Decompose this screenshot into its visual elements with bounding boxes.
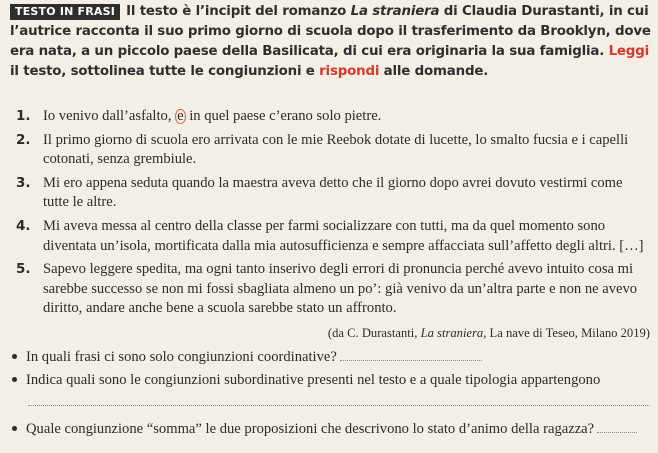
- exercise-instructions: [10, 2, 654, 82]
- question-1: [12, 348, 652, 367]
- intro-text-3: il testo, sottolinea tutte le congiunzioni e: [10, 64, 320, 79]
- bullet-icon: [12, 354, 17, 359]
- citation-prefix: (da C. Durastanti,: [327, 326, 421, 340]
- sentence-text: Mi ero appena seduta quando la maestra aveva detto che il giorno dopo avrei dovuto vestirmi come tutte le altre.: [43, 174, 623, 211]
- sentence-text: Sapevo leggere spedita, ma ogni tanto inserivo degli errori di pronuncia perché avevo intuito cosa mi sarebbe successo se non mi fossi sbagliata almeno un po’: già venivo da un’altra parte e non ne avevo diritto, andare anche bene a scuola sarebbe stato un affronto.: [43, 261, 638, 317]
- answer-line[interactable]: [340, 359, 482, 361]
- sentence-number: 3.: [16, 174, 31, 191]
- question-3: [12, 420, 652, 439]
- question-text: Quale congiunzione “somma” le due proposizioni che descrivono lo stato d’animo della ragazza?: [26, 421, 595, 437]
- sentence-text: in quel paese c’erano solo pietre.: [185, 108, 382, 124]
- sentence-number: 2.: [16, 131, 31, 148]
- answer-line[interactable]: [597, 431, 637, 433]
- question-text: In quali frasi ci sono solo congiunzioni coordinative?: [26, 349, 337, 365]
- question-text: Indica quali sono le congiunzioni subordinative presenti nel testo e a quale tipologia appartengono: [26, 372, 601, 388]
- sentence-number: 1.: [16, 108, 31, 124]
- sentence-2: [16, 131, 652, 170]
- citation-title: La straniera: [420, 326, 484, 340]
- citation-suffix: , La nave di Teseo, Milano 2019): [483, 326, 650, 340]
- sentence-4: [16, 217, 652, 256]
- novel-title: La straniera: [350, 4, 440, 19]
- sentence-text: Io venivo dall’asfalto,: [43, 108, 176, 124]
- sentence-1: [16, 107, 652, 127]
- question-2: [12, 371, 652, 390]
- intro-text-2: di Claudia Durastanti, in cui l’autrice racconta il suo primo giorno di scuola dopo il trasferimento da Brooklyn, dove era nata, a un piccolo paese della Basilicata, di cui era originaria la sua famiglia.: [10, 4, 651, 59]
- bullet-icon: [12, 426, 17, 431]
- rispondi-keyword: rispondi: [319, 64, 380, 79]
- leggi-keyword: Leggi: [608, 44, 649, 59]
- circled-conjunction: e: [177, 108, 184, 124]
- intro-text-4: alle domande.: [379, 64, 489, 79]
- sentence-list: [16, 107, 652, 323]
- exercise-badge: TESTO IN FRASI: [10, 4, 120, 20]
- sentence-3: [16, 174, 652, 213]
- sentence-number: 5.: [16, 261, 31, 278]
- sentence-number: 4.: [16, 217, 31, 234]
- sentence-5: [16, 260, 652, 319]
- source-citation: [328, 325, 650, 341]
- intro-text-1: Il testo è l’incipit del romanzo: [126, 4, 351, 19]
- sentence-text: Mi aveva messa al centro della classe per farmi socializzare con tutti, ma da quel momento sono diventata un’isola, mortificata dalla mia autosufficienza e sempre affacciata sull’affetto degli altri. […]: [43, 217, 644, 254]
- answer-line[interactable]: [28, 405, 650, 406]
- sentence-text: Il primo giorno di scuola ero arrivata con le mie Reebok dotate di lucette, lo smalto fucsia e i capelli cotonati, senza grembiule.: [43, 131, 629, 168]
- bullet-icon: [12, 377, 17, 382]
